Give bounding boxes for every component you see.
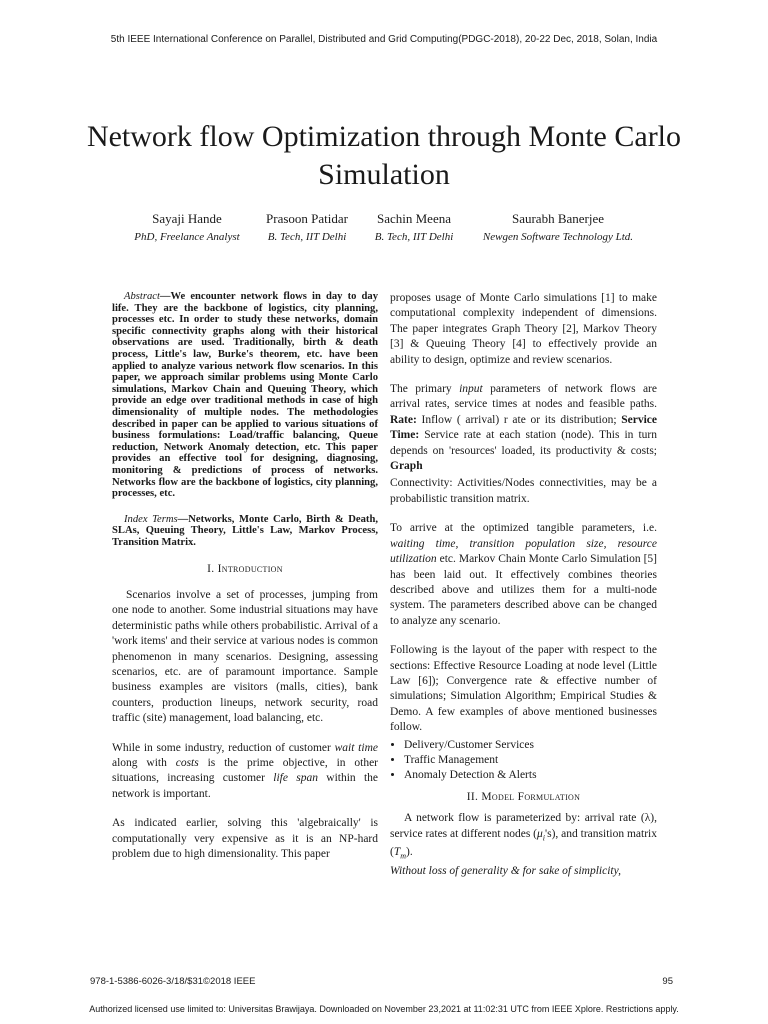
text-run: A network flow is parameterized by: arrival rate ( bbox=[404, 812, 645, 825]
abstract-label: Abstract bbox=[124, 291, 160, 302]
right-paragraph-2 bbox=[390, 382, 657, 474]
author-affiliation: B. Tech, IIT Delhi bbox=[374, 231, 454, 243]
lambda-symbol: λ bbox=[644, 812, 651, 825]
emphasis-life-span: life span bbox=[273, 772, 318, 785]
service-time-label: Service Time: bbox=[390, 413, 657, 442]
text-run: along with bbox=[112, 756, 176, 769]
text-run: ), service rates at different nodes ( bbox=[390, 812, 657, 840]
text-run: While in some industry, reduction of customer bbox=[112, 741, 335, 754]
emphasis-input: input bbox=[459, 383, 483, 396]
author-name: Saurabh Banerjee bbox=[511, 211, 605, 226]
author-affiliation: Newgen Software Technology Ltd. bbox=[482, 231, 634, 243]
t-symbol: T bbox=[393, 846, 401, 859]
mu-symbol: μ bbox=[537, 827, 543, 840]
footer-page-number: 95 bbox=[662, 976, 673, 987]
author-affiliation: PhD, Freelance Analyst bbox=[134, 231, 240, 243]
mu-subscript: i bbox=[542, 832, 546, 842]
right-paragraph-4 bbox=[390, 521, 657, 629]
right-paragraph-3: Connectivity: Activities/Nodes connectivities, may be a probabilistic transition matrix. bbox=[390, 477, 657, 505]
intro-paragraph-2 bbox=[112, 741, 378, 803]
author-name: Prasoon Patidar bbox=[266, 211, 348, 226]
author-name: Sachin Meena bbox=[376, 211, 451, 226]
author-1 bbox=[128, 210, 246, 246]
emphasis-wait-time: wait time bbox=[334, 741, 378, 754]
footer-isbn: 978-1-5386-6026-3/18/$31©2018 IEEE bbox=[90, 976, 256, 987]
right-paragraph-1: proposes usage of Monte Carlo simulations [1] to make computational complexity independent of dimensions. The paper integrates Graph Theory [2], Markov Theory [3] & Queuing Theory [4] to effectively provide an ability to design, optimize and review scenarios. bbox=[390, 292, 657, 366]
model-paragraph-1 bbox=[390, 811, 657, 864]
graph-label: Graph bbox=[390, 460, 423, 473]
author-3 bbox=[360, 210, 468, 246]
paper-title: Network flow Optimization through Monte Carlo Simulation bbox=[86, 120, 682, 191]
list-item: • Anomaly Detection & Alerts bbox=[404, 768, 657, 783]
right-column bbox=[390, 291, 657, 893]
abstract bbox=[112, 291, 378, 500]
emphasis-parameters: waiting time, transition population size, resource utilization bbox=[390, 537, 657, 566]
rate-label: Rate: bbox=[390, 413, 417, 426]
author-2 bbox=[252, 210, 362, 246]
left-column bbox=[112, 291, 378, 876]
abstract-text: —We encounter network flows in day to day life. They are the backbone of logistics, city planning, processes etc. In order to study these networks, domain specific connectivity graphs along with their historical observations are used. Traditionally, birth & death process, Little's law, Burke's theorem, etc. have been applied to analyze various network flow scenarios. In this paper, we approach similar problems using Monte Carlo simulations, Markov Chain and Queuing Theory, which provide an edge over traditional methods in case of high dimensionality of multiple nodes. The methodologies described in paper can be applied to various situations of business formulations: Load/traffic balancing, Queue reduction, Network Anomaly detection, etc. This paper provides an effective tool for designing, diagnosing, monitoring & predictions of process of networks. Networks flow are the backbone of logistics, city planning, processes, etc. bbox=[112, 291, 378, 500]
text-run: The primary bbox=[390, 383, 460, 396]
author-name: Sayaji Hande bbox=[152, 211, 222, 226]
section-heading-model-formulation: II. Model Formulation bbox=[466, 790, 581, 803]
text-run: ). bbox=[406, 846, 413, 859]
right-paragraph-5: Following is the layout of the paper with respect to the sections: Effective Resource Loading at node level (Little Law [6]); Convergence rate & effective number of simulations; Simulation Algorithm; Empirical Studies & Demo. A few examples of above mentioned businesses follow. bbox=[390, 644, 657, 734]
index-terms-label: Index Terms bbox=[124, 513, 178, 525]
emphasis-costs: costs bbox=[175, 756, 199, 769]
text-run: Service rate at each station (node). This in turn depends on 'resources' loaded, its productivity & costs; bbox=[390, 429, 657, 457]
text-run: within the network is important. bbox=[112, 772, 378, 800]
text-run: 's), and transition matrix ( bbox=[390, 827, 657, 859]
intro-paragraph-3: As indicated earlier, solving this 'algebraically' is computationally very expensive as it is an NP-hard problem due to high dimensionality. This paper bbox=[112, 817, 378, 860]
author-affiliation: B. Tech, IIT Delhi bbox=[267, 231, 347, 243]
text-run: Inflow ( arrival) r ate or its distribution; bbox=[416, 413, 622, 426]
text-run: is the prime objective, in other situations, increasing customer bbox=[112, 756, 379, 785]
text-run: etc. Markov Chain Monte Carlo Simulation [5] has been laid out. It effectively combines theories described above and utilizes them for a multi-node system. The parameters described above can be changed to analyze any scenario. bbox=[390, 553, 657, 627]
list-item: • Delivery/Customer Services bbox=[404, 738, 657, 753]
model-paragraph-2: Without loss of generality & for sake of simplicity, bbox=[390, 865, 621, 877]
text-run: To arrive at the optimized tangible parameters, i.e. bbox=[390, 522, 657, 535]
text-run: parameters of network flows are arrival rates, service times at nodes and feasible paths. bbox=[390, 383, 657, 411]
list-item: • Traffic Management bbox=[404, 753, 657, 768]
index-terms-text: —Networks, Monte Carlo, Birth & Death, SLAs, Queuing Theory, Little's Law, Markov Process, Transition Matrix. bbox=[112, 513, 378, 548]
author-4 bbox=[468, 210, 648, 246]
index-terms bbox=[112, 514, 378, 549]
section-heading-introduction: I. Introduction bbox=[207, 563, 283, 576]
t-subscript: m bbox=[400, 851, 407, 861]
business-list bbox=[390, 738, 657, 784]
intro-paragraph-1: Scenarios involve a set of processes, jumping from one node to another. Some industrial situations may have deterministic paths while others probabilistic. Arrival of a 'work items' and their service at various nodes is common phenomenon in many scenarios. Designing, assessing scenarios, etc. are of paramount importance. Sample business examples are visitors (malls, cities), bank counters, production lineups, network security, road traffic (site) management, load balancing, etc. bbox=[112, 588, 378, 725]
conference-header: 5th IEEE International Conference on Parallel, Distributed and Grid Computing(PDGC-2018), 20-22 Dec, 2018, Solan, India bbox=[110, 34, 658, 45]
license-notice: Authorized licensed use limited to: Universitas Brawijaya. Downloaded on November 23,2021 at 11:02:31 UTC from IEEE Xplore. Restrictions apply. bbox=[89, 1004, 679, 1014]
